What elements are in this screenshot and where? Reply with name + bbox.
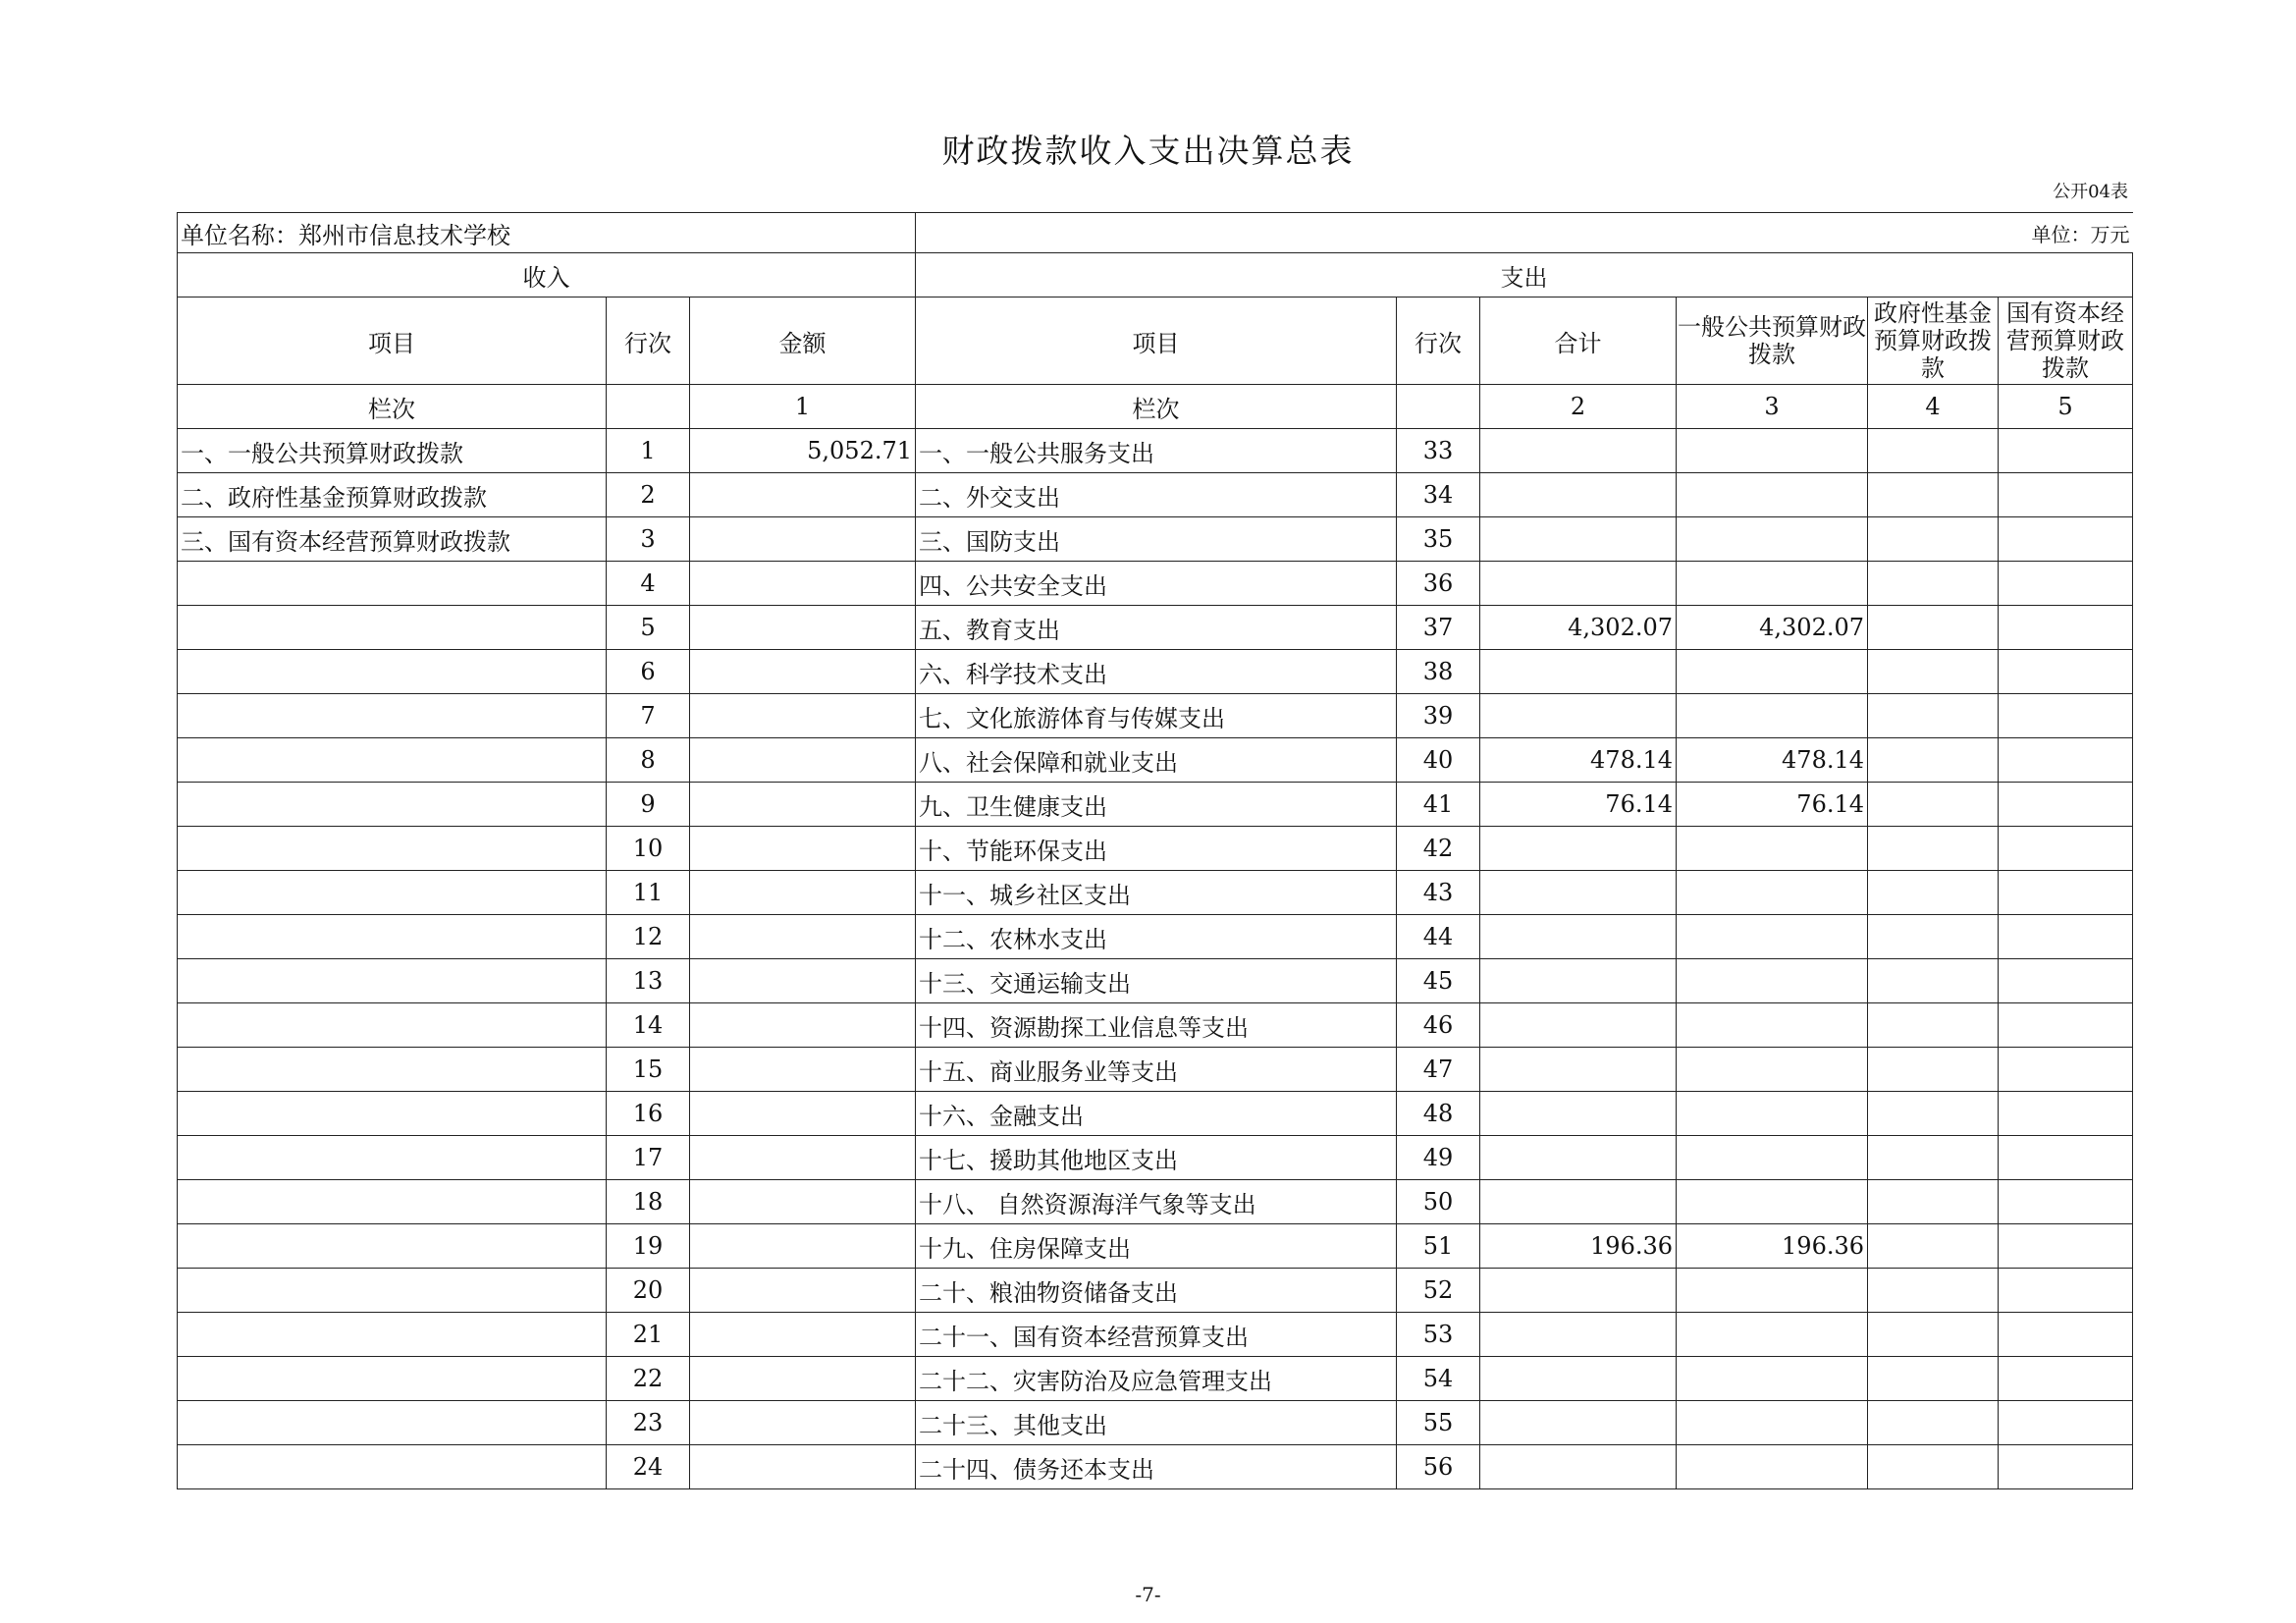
general-budget-cell: 478.14: [1677, 738, 1868, 783]
expense-item-cell: 二十三、其他支出: [916, 1401, 1397, 1445]
income-item-cell: [178, 1048, 607, 1092]
page-number: -7-: [1135, 1583, 1161, 1606]
income-row-no-cell: 10: [607, 827, 690, 871]
total-cell: [1480, 694, 1677, 738]
income-amount-cell: [690, 1136, 916, 1180]
income-amount-cell: [690, 650, 916, 694]
total-cell: [1480, 517, 1677, 562]
income-amount-cell: [690, 1269, 916, 1313]
header-row-2: [178, 298, 2133, 385]
state-capital-cell: [1999, 1180, 2133, 1224]
expense-header: 支出: [916, 253, 2133, 298]
general-budget-cell: [1677, 915, 1868, 959]
income-row-no-cell: 17: [607, 1136, 690, 1180]
state-capital-cell: [1999, 1401, 2133, 1445]
expense-item-cell: 四、公共安全支出: [916, 562, 1397, 606]
expense-column-label: 栏次: [916, 385, 1397, 429]
expense-item-cell: 六、科学技术支出: [916, 650, 1397, 694]
total-cell: 4,302.07: [1480, 606, 1677, 650]
income-row-no-cell: 13: [607, 959, 690, 1003]
income-item-cell: [178, 1269, 607, 1313]
table-row: [178, 517, 2133, 562]
general-budget-cell: 4,302.07: [1677, 606, 1868, 650]
gov-fund-cell: [1868, 915, 1999, 959]
gov-fund-cell: [1868, 1401, 1999, 1445]
general-budget-cell: [1677, 694, 1868, 738]
income-row-no-cell: 7: [607, 694, 690, 738]
general-budget-header: 一般公共预算财政拨款: [1677, 298, 1868, 385]
gov-fund-cell: [1868, 650, 1999, 694]
income-amount-cell: [690, 915, 916, 959]
income-amount-header: 金额: [690, 298, 916, 385]
income-amount-cell: [690, 1224, 916, 1269]
income-item-cell: [178, 959, 607, 1003]
income-item-cell: [178, 1224, 607, 1269]
table-row: [178, 1224, 2133, 1269]
gov-fund-cell: [1868, 1269, 1999, 1313]
expense-row-no-cell: 44: [1397, 915, 1480, 959]
income-row-no-cell: 6: [607, 650, 690, 694]
gov-fund-cell: [1868, 738, 1999, 783]
expense-item-cell: 十、节能环保支出: [916, 827, 1397, 871]
table-row: [178, 1092, 2133, 1136]
income-row-no-cell: 12: [607, 915, 690, 959]
expense-row-no-cell: 46: [1397, 1003, 1480, 1048]
total-cell: [1480, 562, 1677, 606]
income-row-no-header: 行次: [607, 298, 690, 385]
income-item-cell: [178, 1445, 607, 1489]
general-budget-cell: [1677, 1092, 1868, 1136]
expense-item-cell: 二十、粮油物资储备支出: [916, 1269, 1397, 1313]
table-row: [178, 959, 2133, 1003]
expense-row-no-cell: 41: [1397, 783, 1480, 827]
empty-cell: [607, 385, 690, 429]
expense-row-no-header: 行次: [1397, 298, 1480, 385]
general-budget-cell: [1677, 473, 1868, 517]
income-item-cell: [178, 1003, 607, 1048]
gov-fund-cell: [1868, 1224, 1999, 1269]
general-budget-cell: [1677, 1269, 1868, 1313]
table-row: [178, 1269, 2133, 1313]
income-amount-cell: [690, 959, 916, 1003]
income-item-cell: [178, 1357, 607, 1401]
state-capital-cell: [1999, 1313, 2133, 1357]
income-row-no-cell: 9: [607, 783, 690, 827]
income-row-no-cell: 18: [607, 1180, 690, 1224]
total-cell: [1480, 1003, 1677, 1048]
income-item-cell: [178, 1136, 607, 1180]
income-amount-cell: [690, 738, 916, 783]
total-cell: [1480, 827, 1677, 871]
expense-row-no-cell: 35: [1397, 517, 1480, 562]
general-budget-cell: [1677, 1445, 1868, 1489]
state-capital-cell: [1999, 915, 2133, 959]
income-item-cell: [178, 694, 607, 738]
total-cell: [1480, 1269, 1677, 1313]
expense-row-no-cell: 48: [1397, 1092, 1480, 1136]
total-cell: 478.14: [1480, 738, 1677, 783]
income-row-no-cell: 4: [607, 562, 690, 606]
table-row: [178, 1180, 2133, 1224]
general-budget-cell: [1677, 1048, 1868, 1092]
expense-item-cell: 五、教育支出: [916, 606, 1397, 650]
state-capital-cell: [1999, 871, 2133, 915]
expense-item-cell: 二十二、灾害防治及应急管理支出: [916, 1357, 1397, 1401]
unit-name: 单位名称：郑州市信息技术学校: [178, 213, 916, 253]
meta-row: [178, 213, 2133, 253]
total-cell: 76.14: [1480, 783, 1677, 827]
general-budget-cell: [1677, 517, 1868, 562]
income-row-no-cell: 15: [607, 1048, 690, 1092]
income-amount-cell: [690, 1180, 916, 1224]
gov-fund-cell: [1868, 517, 1999, 562]
table-row: [178, 1357, 2133, 1401]
table-row: [178, 562, 2133, 606]
expense-item-cell: 十三、交通运输支出: [916, 959, 1397, 1003]
expense-item-cell: 十九、住房保障支出: [916, 1224, 1397, 1269]
gov-fund-cell: [1868, 1003, 1999, 1048]
table-row: [178, 1136, 2133, 1180]
gov-fund-cell: [1868, 562, 1999, 606]
general-budget-cell: [1677, 827, 1868, 871]
expense-item-cell: 十一、城乡社区支出: [916, 871, 1397, 915]
expense-item-cell: 十六、金融支出: [916, 1092, 1397, 1136]
expense-row-no-cell: 40: [1397, 738, 1480, 783]
income-row-no-cell: 14: [607, 1003, 690, 1048]
total-cell: [1480, 473, 1677, 517]
state-capital-cell: [1999, 1357, 2133, 1401]
total-cell: [1480, 959, 1677, 1003]
income-amount-cell: 5,052.71: [690, 429, 916, 473]
income-item-cell: [178, 1092, 607, 1136]
gov-fund-cell: [1868, 1445, 1999, 1489]
income-item-cell: [178, 606, 607, 650]
income-item-cell: [178, 650, 607, 694]
expense-item-cell: 十二、农林水支出: [916, 915, 1397, 959]
income-row-no-cell: 20: [607, 1269, 690, 1313]
income-amount-cell: [690, 1445, 916, 1489]
income-row-no-cell: 8: [607, 738, 690, 783]
expense-row-no-cell: 50: [1397, 1180, 1480, 1224]
expense-row-no-cell: 36: [1397, 562, 1480, 606]
expense-item-header: 项目: [916, 298, 1397, 385]
state-capital-cell: [1999, 517, 2133, 562]
table-row: [178, 606, 2133, 650]
expense-row-no-cell: 42: [1397, 827, 1480, 871]
total-cell: 196.36: [1480, 1224, 1677, 1269]
expense-item-cell: 十八、 自然资源海洋气象等支出: [916, 1180, 1397, 1224]
expense-row-no-cell: 38: [1397, 650, 1480, 694]
expense-item-cell: 九、卫生健康支出: [916, 783, 1397, 827]
state-capital-cell: [1999, 738, 2133, 783]
table-row: [178, 694, 2133, 738]
total-header: 合计: [1480, 298, 1677, 385]
income-item-cell: [178, 738, 607, 783]
expense-row-no-cell: 34: [1397, 473, 1480, 517]
table-row: [178, 1048, 2133, 1092]
total-cell: [1480, 1092, 1677, 1136]
expense-row-no-cell: 43: [1397, 871, 1480, 915]
income-row-no-cell: 3: [607, 517, 690, 562]
total-cell: [1480, 1313, 1677, 1357]
table-row: [178, 650, 2133, 694]
expense-row-no-cell: 53: [1397, 1313, 1480, 1357]
gov-fund-header: 政府性基金预算财政拨款: [1868, 298, 1999, 385]
general-budget-cell: [1677, 650, 1868, 694]
table-row: [178, 783, 2133, 827]
expense-item-cell: 二、外交支出: [916, 473, 1397, 517]
total-cell: [1480, 871, 1677, 915]
income-amount-cell: [690, 606, 916, 650]
income-item-cell: [178, 1180, 607, 1224]
gov-fund-cell: [1868, 827, 1999, 871]
total-cell: [1480, 1048, 1677, 1092]
expense-item-cell: 三、国防支出: [916, 517, 1397, 562]
income-item-cell: 三、国有资本经营预算财政拨款: [178, 517, 607, 562]
table-row: [178, 1401, 2133, 1445]
form-number: 公开04表: [2053, 182, 2128, 202]
state-capital-cell: [1999, 473, 2133, 517]
state-capital-cell: [1999, 783, 2133, 827]
general-budget-cell: [1677, 1136, 1868, 1180]
income-column-label: 栏次: [178, 385, 607, 429]
expense-row-no-cell: 37: [1397, 606, 1480, 650]
income-amount-cell: [690, 783, 916, 827]
state-capital-cell: [1999, 1092, 2133, 1136]
state-capital-cell: [1999, 606, 2133, 650]
gov-fund-cell: [1868, 871, 1999, 915]
income-row-no-cell: 11: [607, 871, 690, 915]
gov-fund-cell: [1868, 783, 1999, 827]
table-row: [178, 429, 2133, 473]
income-amount-cell: [690, 827, 916, 871]
gov-fund-cell: [1868, 694, 1999, 738]
total-cell: [1480, 1136, 1677, 1180]
unit-label: 单位：万元: [916, 213, 2133, 253]
income-row-no-cell: 21: [607, 1313, 690, 1357]
gov-fund-cell: [1868, 1136, 1999, 1180]
table-row: [178, 1003, 2133, 1048]
state-capital-header: 国有资本经营预算财政拨款: [1999, 298, 2133, 385]
total-cell: [1480, 915, 1677, 959]
gov-fund-cell: [1868, 1180, 1999, 1224]
expense-row-no-cell: 55: [1397, 1401, 1480, 1445]
income-amount-cell: [690, 871, 916, 915]
expense-item-cell: 二十一、国有资本经营预算支出: [916, 1313, 1397, 1357]
general-budget-cell: [1677, 562, 1868, 606]
expense-row-no-cell: 45: [1397, 959, 1480, 1003]
table-row: [178, 1445, 2133, 1489]
expense-row-no-cell: 47: [1397, 1048, 1480, 1092]
gov-fund-cell: [1868, 1357, 1999, 1401]
col-4-label: 4: [1868, 385, 1999, 429]
page-title: 财政拨款收入支出决算总表: [941, 132, 1355, 170]
income-item-cell: [178, 871, 607, 915]
income-item-cell: [178, 562, 607, 606]
state-capital-cell: [1999, 1003, 2133, 1048]
expense-row-no-cell: 56: [1397, 1445, 1480, 1489]
total-cell: [1480, 650, 1677, 694]
state-capital-cell: [1999, 959, 2133, 1003]
gov-fund-cell: [1868, 429, 1999, 473]
total-cell: [1480, 1180, 1677, 1224]
income-item-cell: 一、一般公共预算财政拨款: [178, 429, 607, 473]
income-header: 收入: [178, 253, 916, 298]
expense-item-cell: 一、一般公共服务支出: [916, 429, 1397, 473]
income-row-no-cell: 23: [607, 1401, 690, 1445]
income-amount-cell: [690, 1092, 916, 1136]
expense-row-no-cell: 49: [1397, 1136, 1480, 1180]
state-capital-cell: [1999, 429, 2133, 473]
general-budget-cell: [1677, 1313, 1868, 1357]
income-row-no-cell: 2: [607, 473, 690, 517]
table-row: [178, 473, 2133, 517]
expense-row-no-cell: 51: [1397, 1224, 1480, 1269]
total-cell: [1480, 429, 1677, 473]
income-amount-cell: [690, 1048, 916, 1092]
gov-fund-cell: [1868, 606, 1999, 650]
expense-row-no-cell: 39: [1397, 694, 1480, 738]
income-item-cell: [178, 1401, 607, 1445]
header-row-1: [178, 253, 2133, 298]
income-amount-cell: [690, 694, 916, 738]
state-capital-cell: [1999, 827, 2133, 871]
income-amount-cell: [690, 1003, 916, 1048]
income-item-cell: [178, 915, 607, 959]
total-cell: [1480, 1401, 1677, 1445]
gov-fund-cell: [1868, 1092, 1999, 1136]
state-capital-cell: [1999, 1269, 2133, 1313]
general-budget-cell: [1677, 1401, 1868, 1445]
income-row-no-cell: 24: [607, 1445, 690, 1489]
col-2-label: 2: [1480, 385, 1677, 429]
general-budget-cell: [1677, 1180, 1868, 1224]
income-item-header: 项目: [178, 298, 607, 385]
income-row-no-cell: 22: [607, 1357, 690, 1401]
income-row-no-cell: 19: [607, 1224, 690, 1269]
table-row: [178, 871, 2133, 915]
general-budget-cell: [1677, 429, 1868, 473]
empty-cell: [1397, 385, 1480, 429]
gov-fund-cell: [1868, 473, 1999, 517]
income-amount-cell: [690, 517, 916, 562]
total-cell: [1480, 1445, 1677, 1489]
table-row: [178, 915, 2133, 959]
expense-item-cell: 二十四、债务还本支出: [916, 1445, 1397, 1489]
expense-row-no-cell: 54: [1397, 1357, 1480, 1401]
income-row-no-cell: 1: [607, 429, 690, 473]
general-budget-cell: [1677, 871, 1868, 915]
general-budget-cell: 196.36: [1677, 1224, 1868, 1269]
expense-item-cell: 十五、商业服务业等支出: [916, 1048, 1397, 1092]
expense-item-cell: 八、社会保障和就业支出: [916, 738, 1397, 783]
income-amount-cell: [690, 1313, 916, 1357]
expense-item-cell: 十四、资源勘探工业信息等支出: [916, 1003, 1397, 1048]
expense-item-cell: 七、文化旅游体育与传媒支出: [916, 694, 1397, 738]
col-3-label: 3: [1677, 385, 1868, 429]
income-item-cell: [178, 783, 607, 827]
total-cell: [1480, 1357, 1677, 1401]
state-capital-cell: [1999, 1136, 2133, 1180]
income-row-no-cell: 16: [607, 1092, 690, 1136]
income-item-cell: 二、政府性基金预算财政拨款: [178, 473, 607, 517]
expense-row-no-cell: 52: [1397, 1269, 1480, 1313]
expense-item-cell: 十七、援助其他地区支出: [916, 1136, 1397, 1180]
income-amount-cell: [690, 473, 916, 517]
income-row-no-cell: 5: [607, 606, 690, 650]
expense-row-no-cell: 33: [1397, 429, 1480, 473]
income-item-cell: [178, 1313, 607, 1357]
income-amount-cell: [690, 1401, 916, 1445]
income-amount-cell: [690, 1357, 916, 1401]
general-budget-cell: 76.14: [1677, 783, 1868, 827]
general-budget-cell: [1677, 959, 1868, 1003]
table-row: [178, 1313, 2133, 1357]
table-row: [178, 827, 2133, 871]
gov-fund-cell: [1868, 1048, 1999, 1092]
state-capital-cell: [1999, 562, 2133, 606]
state-capital-cell: [1999, 1445, 2133, 1489]
income-amount-cell: [690, 562, 916, 606]
state-capital-cell: [1999, 1048, 2133, 1092]
budget-table: [177, 212, 2133, 1489]
table-row: [178, 738, 2133, 783]
col-5-label: 5: [1999, 385, 2133, 429]
general-budget-cell: [1677, 1357, 1868, 1401]
state-capital-cell: [1999, 650, 2133, 694]
column-label-row: [178, 385, 2133, 429]
gov-fund-cell: [1868, 1313, 1999, 1357]
state-capital-cell: [1999, 694, 2133, 738]
general-budget-cell: [1677, 1003, 1868, 1048]
income-item-cell: [178, 827, 607, 871]
col-1-label: 1: [690, 385, 916, 429]
gov-fund-cell: [1868, 959, 1999, 1003]
state-capital-cell: [1999, 1224, 2133, 1269]
